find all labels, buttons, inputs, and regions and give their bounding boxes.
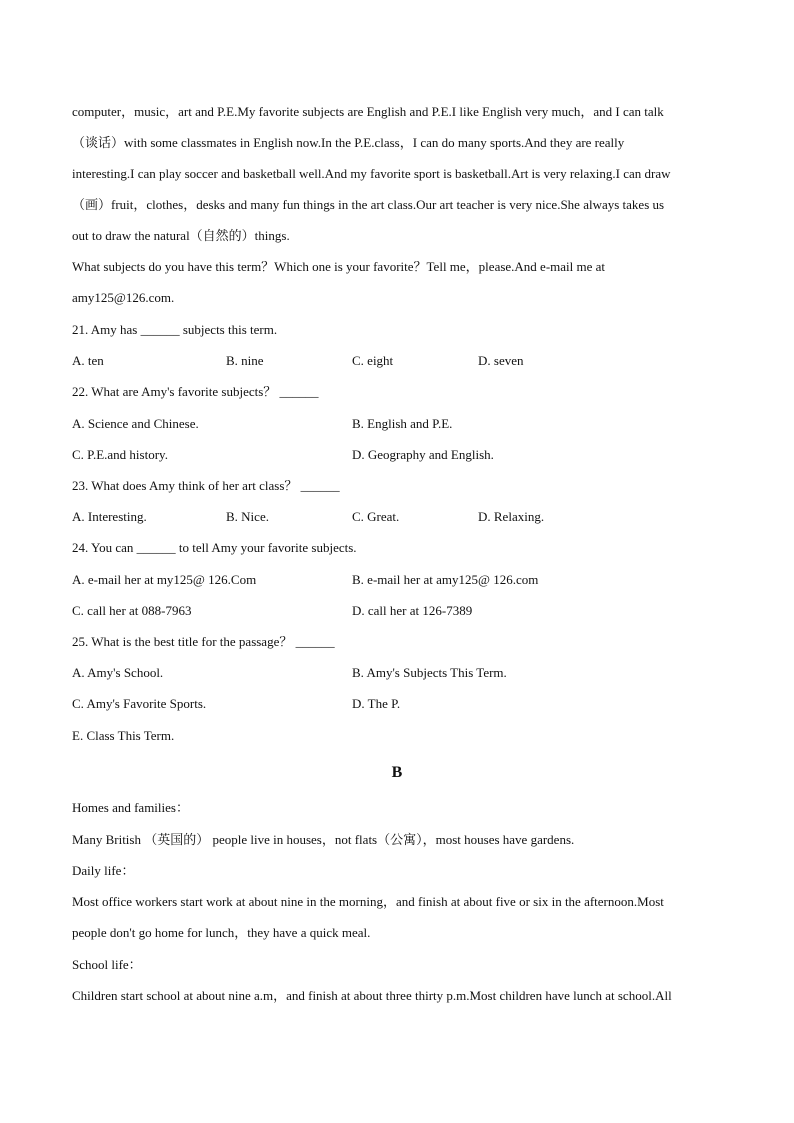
passage-a-line-4: （画）fruit，clothes，desks and many fun things in the art class.Our art teacher is very nice.She always takes us: [72, 197, 665, 212]
passage-a-line-5: out to draw the natural（自然的）things.: [72, 228, 290, 243]
section-b-line-2: Many British （英国的） people live in houses，not flats（公寓），most houses have gardens.: [72, 832, 575, 847]
section-b-line-4: Most office workers start work at about nine in the morning，and finish at about five or six in the afternoon.Most: [72, 894, 664, 909]
question-25-option-e: E. Class This Term.: [72, 728, 175, 743]
question-22-option-b: B. English and P.E.: [352, 416, 453, 431]
question-21-option-d: D. seven: [478, 353, 524, 368]
passage-a-line-7: amy125@126.com.: [72, 290, 175, 305]
question-21-option-c: C. eight: [352, 353, 394, 368]
question-22-option-a: A. Science and Chinese.: [72, 416, 199, 431]
question-21-option-b: B. nine: [226, 353, 264, 368]
section-b-line-6: School life：: [72, 957, 142, 972]
question-22-option-d: D. Geography and English.: [352, 447, 494, 462]
question-23-option-c: C. Great.: [352, 509, 400, 524]
passage-a-line-2: （谈话）with some classmates in English now.In the P.E.class，I can do many sports.And they are really: [72, 135, 625, 150]
question-21-option-a: A. ten: [72, 353, 104, 368]
passage-a-line-1: computer，music，art and P.E.My favorite subjects are English and P.E.I like English very much，and I can talk: [72, 104, 664, 119]
question-25-option-d: D. The P.: [352, 696, 401, 711]
question-24-option-b: B. e-mail her at amy125@ 126.com: [352, 572, 539, 587]
section-b-line-3: Daily life：: [72, 863, 135, 878]
question-24-option-a: A. e-mail her at my125@ 126.Com: [72, 572, 257, 587]
question-21-stem: 21. Amy has ______ subjects this term.: [72, 322, 278, 337]
question-23-option-d: D. Relaxing.: [478, 509, 545, 524]
question-24-stem: 24. You can ______ to tell Amy your favorite subjects.: [72, 540, 357, 555]
question-23-option-b: B. Nice.: [226, 509, 269, 524]
question-22-option-c: C. P.E.and history.: [72, 447, 168, 462]
question-23-stem: 23. What does Amy think of her art class？ ______: [72, 478, 340, 493]
section-b-heading: B: [391, 764, 403, 781]
question-25-option-a: A. Amy's School.: [72, 665, 164, 680]
section-b-line-5: people don't go home for lunch，they have a quick meal.: [72, 925, 371, 940]
question-24-option-c: C. call her at 088-7963: [72, 603, 192, 618]
question-24-option-d: D. call her at 126-7389: [352, 603, 473, 618]
question-22-stem: 22. What are Amy's favorite subjects？ ______: [72, 384, 319, 399]
question-25-option-b: B. Amy's Subjects This Term.: [352, 665, 507, 680]
passage-a-line-6: What subjects do you have this term？Which one is your favorite？Tell me，please.And e-mail me at: [72, 259, 606, 274]
question-23-option-a: A. Interesting.: [72, 509, 147, 524]
section-b-line-1: Homes and families：: [72, 800, 189, 815]
question-25-stem: 25. What is the best title for the passage？ ______: [72, 634, 335, 649]
passage-a-line-3: interesting.I can play soccer and basketball well.And my favorite sport is basketball.Art is very relaxing.I can draw: [72, 166, 671, 181]
question-25-option-c: C. Amy's Favorite Sports.: [72, 696, 207, 711]
section-b-line-7: Children start school at about nine a.m，and finish at about three thirty p.m.Most children have lunch at school.All: [72, 988, 672, 1003]
